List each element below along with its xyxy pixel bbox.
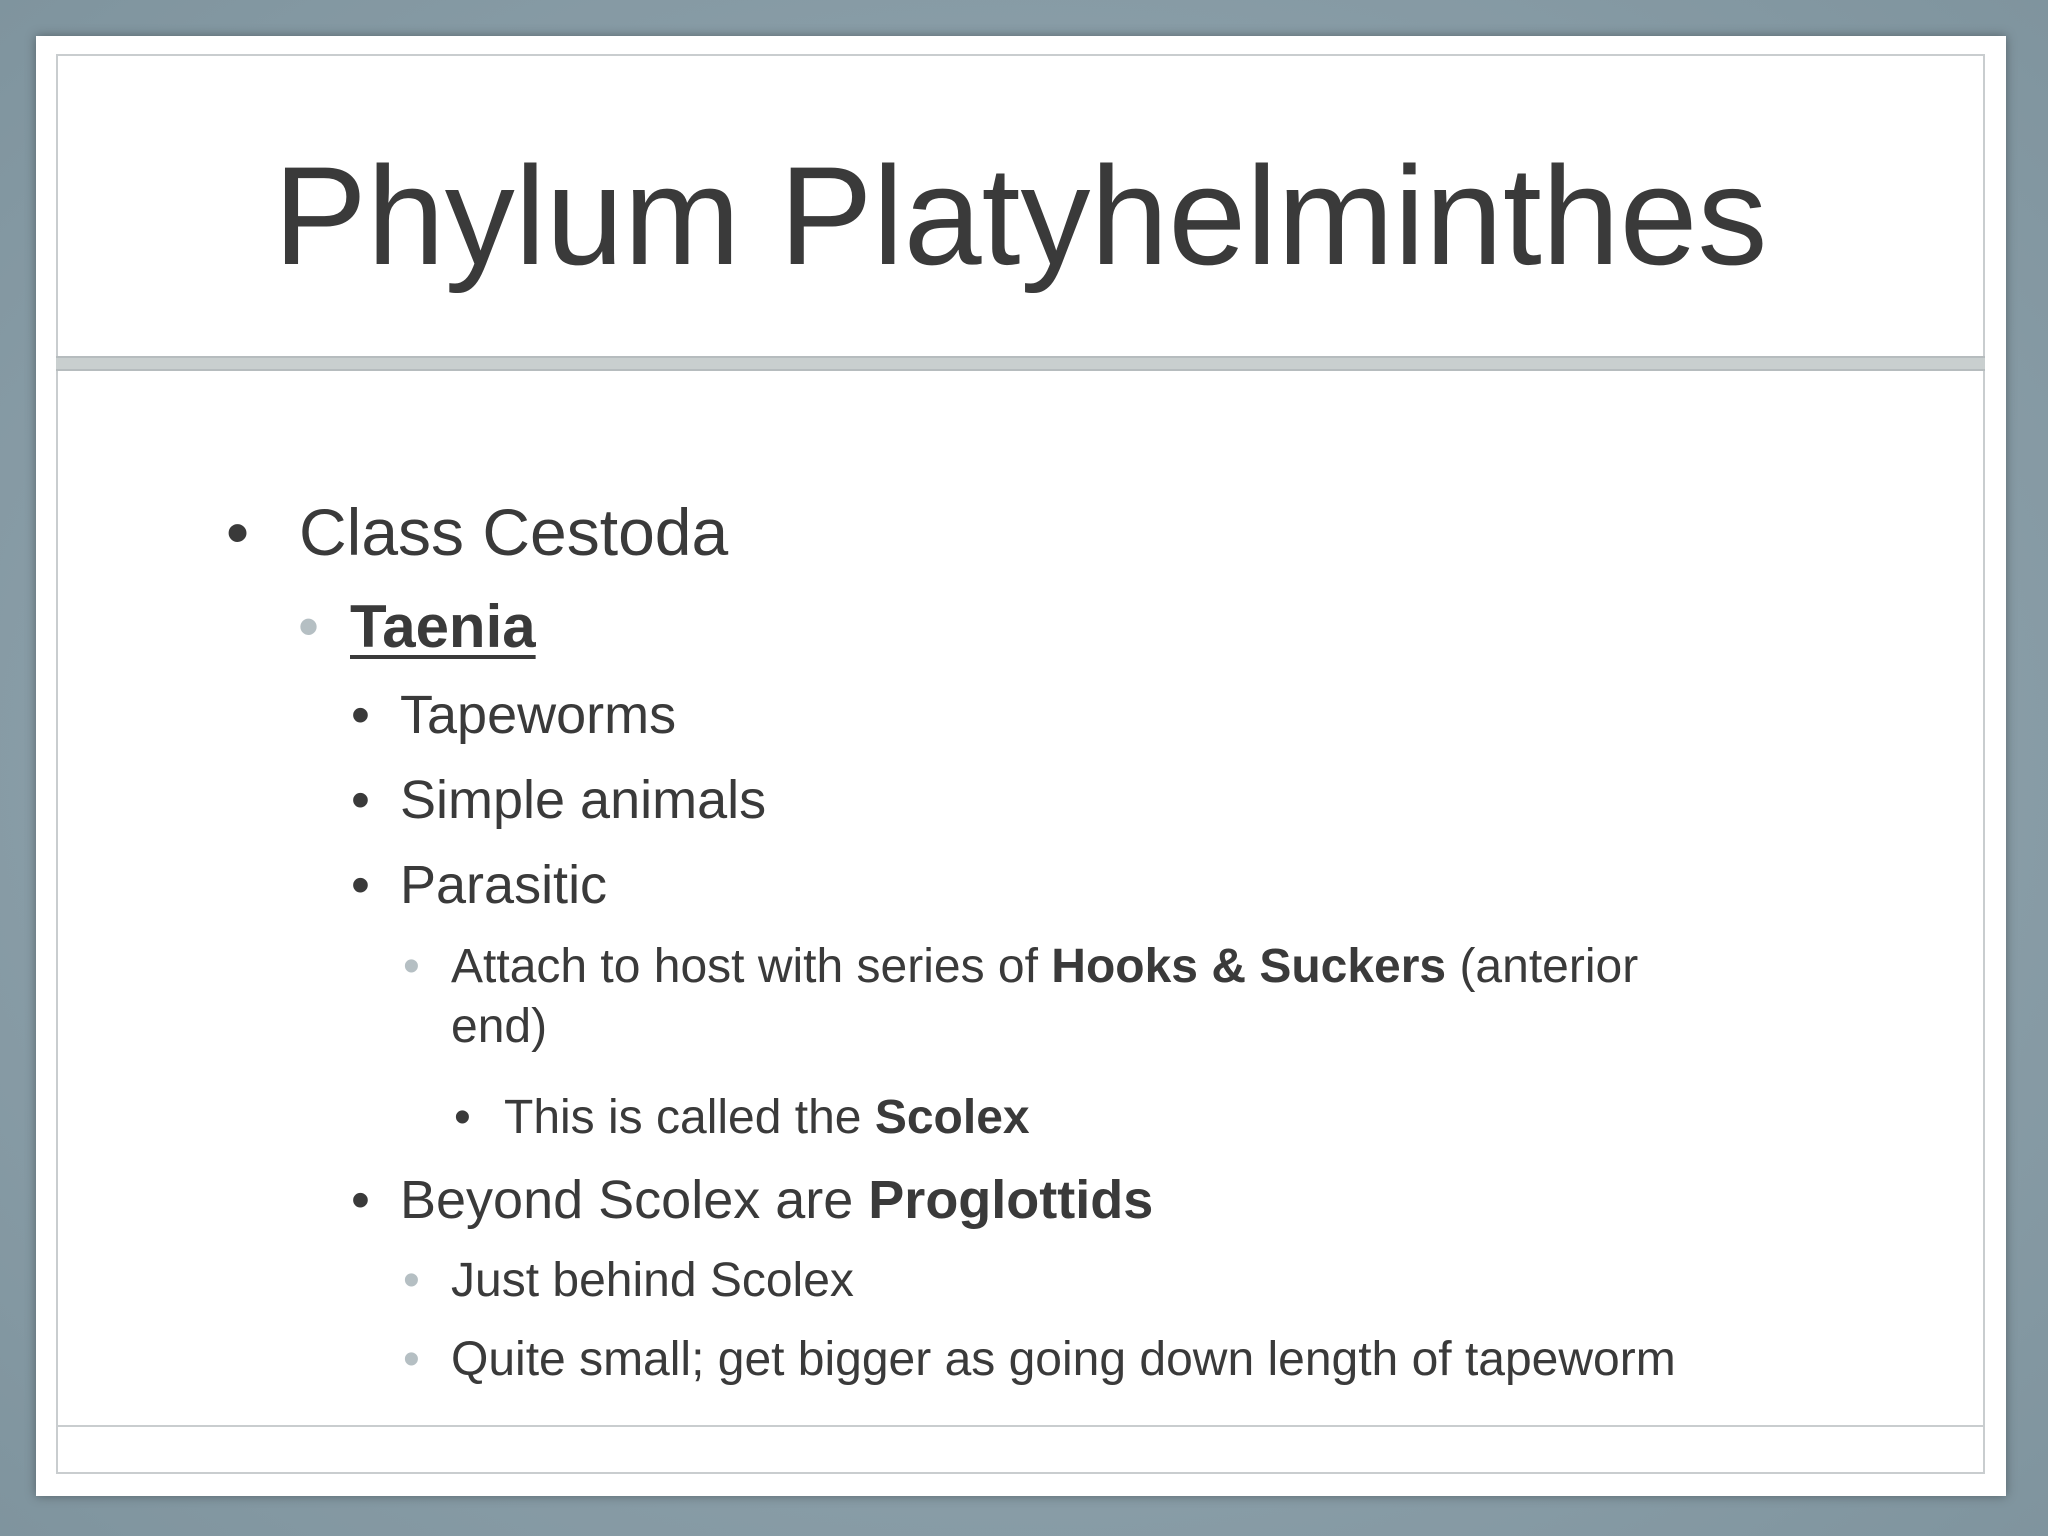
bullet-text: Parasitic	[400, 855, 608, 915]
bullet-text: Quite small; get bigger as going down length of tapeworm	[451, 1333, 1676, 1386]
bullet-dot: •	[403, 940, 420, 993]
bullet-dot: •	[351, 685, 370, 745]
footer-divider	[56, 1425, 1985, 1427]
text-proglottids: Proglottids	[868, 1170, 1154, 1230]
bullet-dot: •	[351, 855, 370, 915]
slide-title: Phylum Platyhelminthes	[273, 137, 1768, 294]
bullet-text: Tapeworms	[400, 685, 677, 745]
bullet-text-taenia: Taenia	[350, 593, 536, 660]
title-divider	[56, 356, 1985, 371]
bullet-dot: •	[403, 1333, 420, 1386]
bullet-text: Class Cestoda	[299, 495, 729, 569]
bullet-dot: •	[351, 770, 370, 830]
slide	[36, 36, 2006, 1496]
text-called-prefix: This is called the	[504, 1091, 875, 1144]
bullet-text	[400, 1169, 1153, 1231]
bullet-text: Just behind Scolex	[451, 1254, 854, 1307]
text-scolex: Scolex	[874, 1091, 1030, 1144]
bullet-dot: •	[351, 1170, 370, 1230]
bullet-text: Simple animals	[400, 770, 767, 830]
bullet-dot: •	[226, 495, 250, 569]
bullet-text-line1	[451, 939, 1638, 994]
text-attach-prefix: Attach to host with series of	[451, 940, 1052, 993]
text-attach-suffix: (anterior	[1446, 940, 1639, 993]
text-beyond-prefix: Beyond Scolex are	[400, 1170, 869, 1230]
bullet-text-line2: end)	[451, 1000, 548, 1053]
bullet-dot: •	[454, 1091, 471, 1144]
bullet-dot: •	[298, 593, 320, 660]
text-hooks-suckers: Hooks & Suckers	[1051, 940, 1447, 993]
bullet-dot: •	[403, 1254, 420, 1307]
bullet-text	[504, 1090, 1030, 1145]
